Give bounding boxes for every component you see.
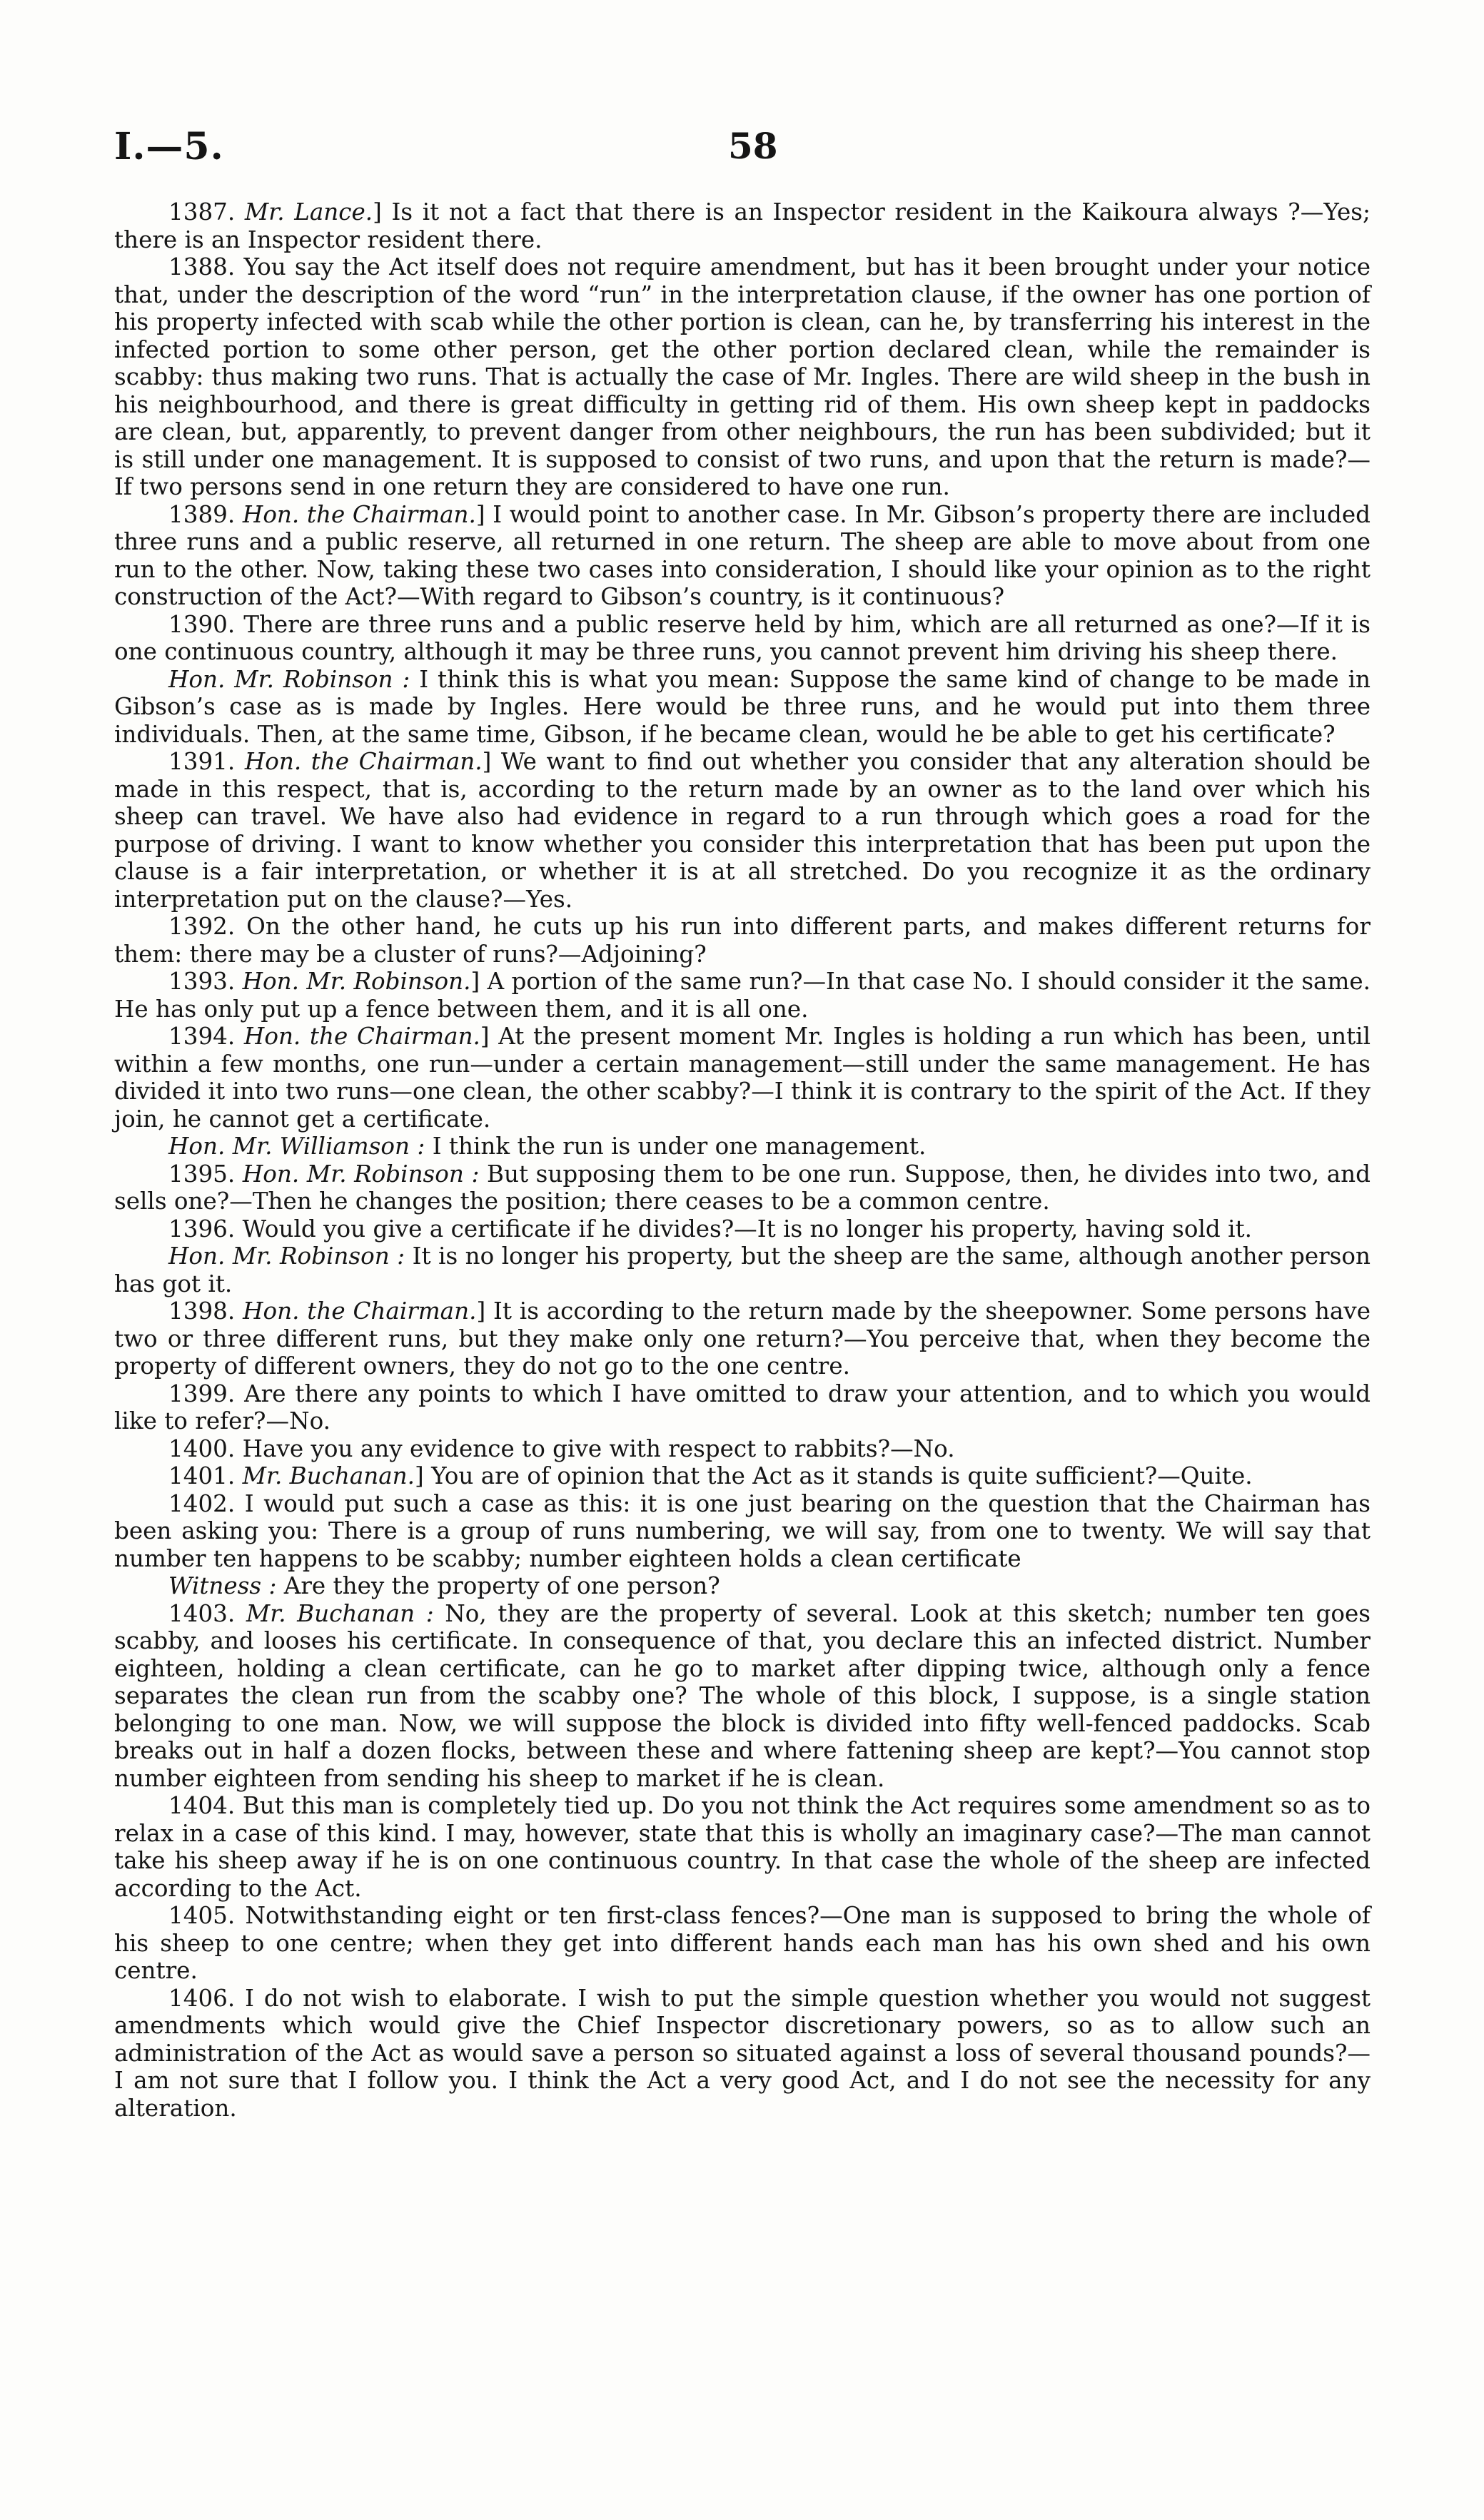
paragraph bbox=[114, 1215, 1371, 1243]
document-reference: I.—5. bbox=[114, 125, 224, 168]
paragraph bbox=[114, 1380, 1371, 1435]
question-number: 1403. bbox=[168, 1599, 246, 1627]
paragraph bbox=[114, 1600, 1371, 1793]
paragraph-text: ] At the present moment Mr. Ingles is holding a run which has been, until within a few months, one run—under a certain management—still under the same management. He has divided it into two runs—one clean, the other scabby?—I think it is contrary to the spirit of the Act. If they join, he cannot get a certificate. bbox=[114, 1023, 1371, 1133]
paragraph-text: ] We want to find out whether you consider that any alteration should be made in this respect, that is, according to the return made by an owner as to the land over which his sheep can travel. We have also had evidence in regard to a run through which goes a road for the purpose of driving. I want to know whether you consider this interpretation that has been put upon the clause is a fair interpretation, or whether it is at all stretched. Do you recognize it as the ordinary interpretation put on the clause?—Yes. bbox=[114, 748, 1371, 913]
question-number: 1391. bbox=[168, 748, 245, 775]
paragraph bbox=[114, 1297, 1371, 1380]
paragraph bbox=[114, 1902, 1371, 1985]
speaker-name: Mr. Buchanan. bbox=[242, 1462, 415, 1489]
paragraph bbox=[114, 501, 1371, 611]
paragraph-text: It is no longer his property, but the sheep are the same, although another person has got it. bbox=[114, 1243, 1371, 1297]
paragraph-text: Notwithstanding eight or ten first-class fences?—One man is supposed to bring the whole of his sheep to one centre; when they get into different hands each man has his own shed and his own centre. bbox=[114, 1902, 1371, 1984]
speaker-name: Hon. Mr. Robinson : bbox=[168, 665, 410, 693]
question-number: 1389. bbox=[168, 500, 243, 528]
page-header bbox=[114, 125, 1371, 175]
question-number: 1394. bbox=[168, 1023, 244, 1050]
paragraph bbox=[114, 1490, 1371, 1573]
question-number: 1406. bbox=[168, 1984, 246, 2012]
speaker-name: Witness : bbox=[168, 1572, 277, 1599]
question-number: 1400. bbox=[168, 1434, 243, 1462]
paragraph-text: ] A portion of the same run?—In that case No. I should consider it the same. He has only put up a fence between them, and it is all one. bbox=[114, 968, 1371, 1023]
speaker-name: Hon. Mr. Williamson : bbox=[168, 1133, 425, 1160]
paragraph bbox=[114, 1572, 1371, 1600]
speaker-name: Hon. Mr. Robinson : bbox=[168, 1243, 405, 1270]
evidence-body bbox=[114, 198, 1371, 2122]
paragraph-text: I would put such a case as this: it is one just bearing on the question that the Chairman has been asking you: There is a group of runs numbering, we will say, from one to twenty. We will say that number ten happens to be scabby; number eighteen holds a clean certificate bbox=[114, 1489, 1371, 1572]
paragraph bbox=[114, 1243, 1371, 1297]
paragraph-text: No, they are the property of several. Look at this sketch; number ten goes scabby, and looses his certificate. In consequence of that, you declare this an infected district. Number eighteen, holding a clean certificate, can he go to market after dipping twice, although only a fence separates the clean run from the scabby one? The whole of this block, I suppose, is a single station belonging to one man. Now, we will suppose the block is divided into fifty well-fenced paddocks. Scab breaks out in half a dozen flocks, between these and where fattening sheep are kept?—You cannot stop number eighteen from sending his sheep to market if he is clean. bbox=[114, 1599, 1371, 1792]
paragraph-text: Are they the property of one person? bbox=[276, 1572, 720, 1599]
paragraph-text: But this man is completely tied up. Do you not think the Act requires some amendment so as to relax in a case of this kind. I may, however, state that this is wholly an imaginary case?—The man cannot take his sheep away if he is on one continuous country. In that case the whole of the sheep are infected according to the Act. bbox=[114, 1792, 1371, 1902]
paragraph bbox=[114, 1133, 1371, 1160]
paragraph-text: ] You are of opinion that the Act as it stands is quite sufficient?—Quite. bbox=[415, 1462, 1253, 1489]
paragraph bbox=[114, 1435, 1371, 1463]
paragraph bbox=[114, 253, 1371, 501]
speaker-name: Hon. the Chairman. bbox=[242, 500, 476, 528]
question-number: 1398. bbox=[168, 1297, 243, 1325]
question-number: 1401. bbox=[168, 1462, 243, 1489]
page-number: 58 bbox=[728, 125, 778, 167]
speaker-name: Hon. the Chairman. bbox=[244, 748, 483, 775]
paragraph bbox=[114, 1462, 1371, 1490]
paragraph bbox=[114, 1985, 1371, 2122]
paragraph-text: I do not wish to elaborate. I wish to put the simple question whether you would not suggest amendments which would give the Chief Inspector discretionary powers, so as to allow such an administration of the Act as would save a person so situated against a loss of several thousand pounds?—I am not sure that I follow you. I think the Act a very good Act, and I do not see the necessity for any alteration. bbox=[114, 1984, 1371, 2122]
paragraph-text: You say the Act itself does not require amendment, but has it been brought under your notice that, under the description of the word “run” in the interpretation clause, if the owner has one portion of his property infected with scab while the other portion is clean, can he, by transferring his interest in the infected portion to some other person, get the other portion declared clean, while the remainder is scabby: thus making two runs. That is actually the case of Mr. Ingles. There are wild sheep in the bush in his neighbourhood, and there is great difficulty in getting rid of them. His own sheep kept in paddocks are clean, but, apparently, to prevent danger from other neighbours, the run has been subdivided; but it is still under one management. It is supposed to consist of two runs, and upon that the return is made?—If two persons send in one return they are considered to have one run. bbox=[114, 253, 1371, 500]
paragraph bbox=[114, 1160, 1371, 1215]
question-number: 1399. bbox=[168, 1380, 245, 1407]
paragraph-text: I think the run is under one management. bbox=[425, 1133, 927, 1160]
question-number: 1405. bbox=[168, 1902, 246, 1929]
question-number: 1393. bbox=[168, 968, 243, 995]
paragraph bbox=[114, 611, 1371, 666]
paragraph-text: Are there any points to which I have omitted to draw your attention, and to which you would like to refer?—No. bbox=[114, 1380, 1371, 1434]
paragraph-text: ] It is according to the return made by the sheepowner. Some persons have two or three different runs, but they make only one return?—You perceive that, when they become the property of different owners, they do not go to the one centre. bbox=[114, 1297, 1371, 1380]
paragraph-text: Have you any evidence to give with respect to rabbits?—No. bbox=[242, 1434, 955, 1462]
question-number: 1404. bbox=[168, 1792, 243, 1819]
paragraph-text: ] Is it not a fact that there is an Inspector resident in the Kaikoura always ?—Yes; there is an Inspector resident there. bbox=[114, 198, 1371, 253]
paragraph-text: There are three runs and a public reserve held by him, which are all returned as one?—If it is one continuous country, although it may be three runs, you cannot prevent him driving his sheep there. bbox=[114, 610, 1371, 665]
speaker-name: Mr. Lance. bbox=[244, 198, 373, 226]
question-number: 1392. bbox=[168, 913, 247, 940]
paragraph-text: But supposing them to be one run. Suppose, then, he divides into two, and sells one?—Then he changes the position; there ceases to be a common centre. bbox=[114, 1160, 1371, 1215]
paragraph-text: On the other hand, he cuts up his run into different parts, and makes different returns for them: there may be a cluster of runs?—Adjoining? bbox=[114, 913, 1371, 968]
paragraph-text: I think this is what you mean: Suppose the same kind of change to be made in Gibson’s case as is made by Ingles. Here would be three runs, and he would put into them three individuals. Then, at the same time, Gibson, if he became clean, would he be able to get his certificate? bbox=[114, 665, 1371, 748]
speaker-name: Hon. the Chairman. bbox=[243, 1297, 477, 1325]
question-number: 1396. bbox=[168, 1215, 243, 1243]
paragraph bbox=[114, 913, 1371, 968]
paragraph bbox=[114, 198, 1371, 253]
paragraph bbox=[114, 1792, 1371, 1902]
speaker-name: Mr. Buchanan : bbox=[246, 1599, 434, 1627]
speaker-name: Hon. the Chairman. bbox=[243, 1023, 480, 1050]
paragraph-text: Would you give a certificate if he divides?—It is no longer his property, having sold it. bbox=[242, 1215, 1252, 1243]
question-number: 1402. bbox=[168, 1489, 245, 1517]
paragraph bbox=[114, 748, 1371, 913]
speaker-name: Hon. Mr. Robinson. bbox=[242, 968, 471, 995]
question-number: 1395. bbox=[168, 1160, 243, 1188]
paragraph-text: ] I would point to another case. In Mr. Gibson’s property there are included three runs and a public reserve, all returned in one return. The sheep are able to move about from one run to the other. Now, taking these two cases into consideration, I should like your opinion as to the right construction of the Act?—With regard to Gibson’s country, is it continuous? bbox=[114, 500, 1371, 610]
question-number: 1390. bbox=[168, 610, 244, 638]
speaker-name: Hon. Mr. Robinson : bbox=[242, 1160, 480, 1188]
paragraph bbox=[114, 666, 1371, 749]
question-number: 1387. bbox=[168, 198, 245, 226]
question-number: 1388. bbox=[168, 253, 244, 280]
paragraph bbox=[114, 1023, 1371, 1133]
paragraph bbox=[114, 968, 1371, 1023]
